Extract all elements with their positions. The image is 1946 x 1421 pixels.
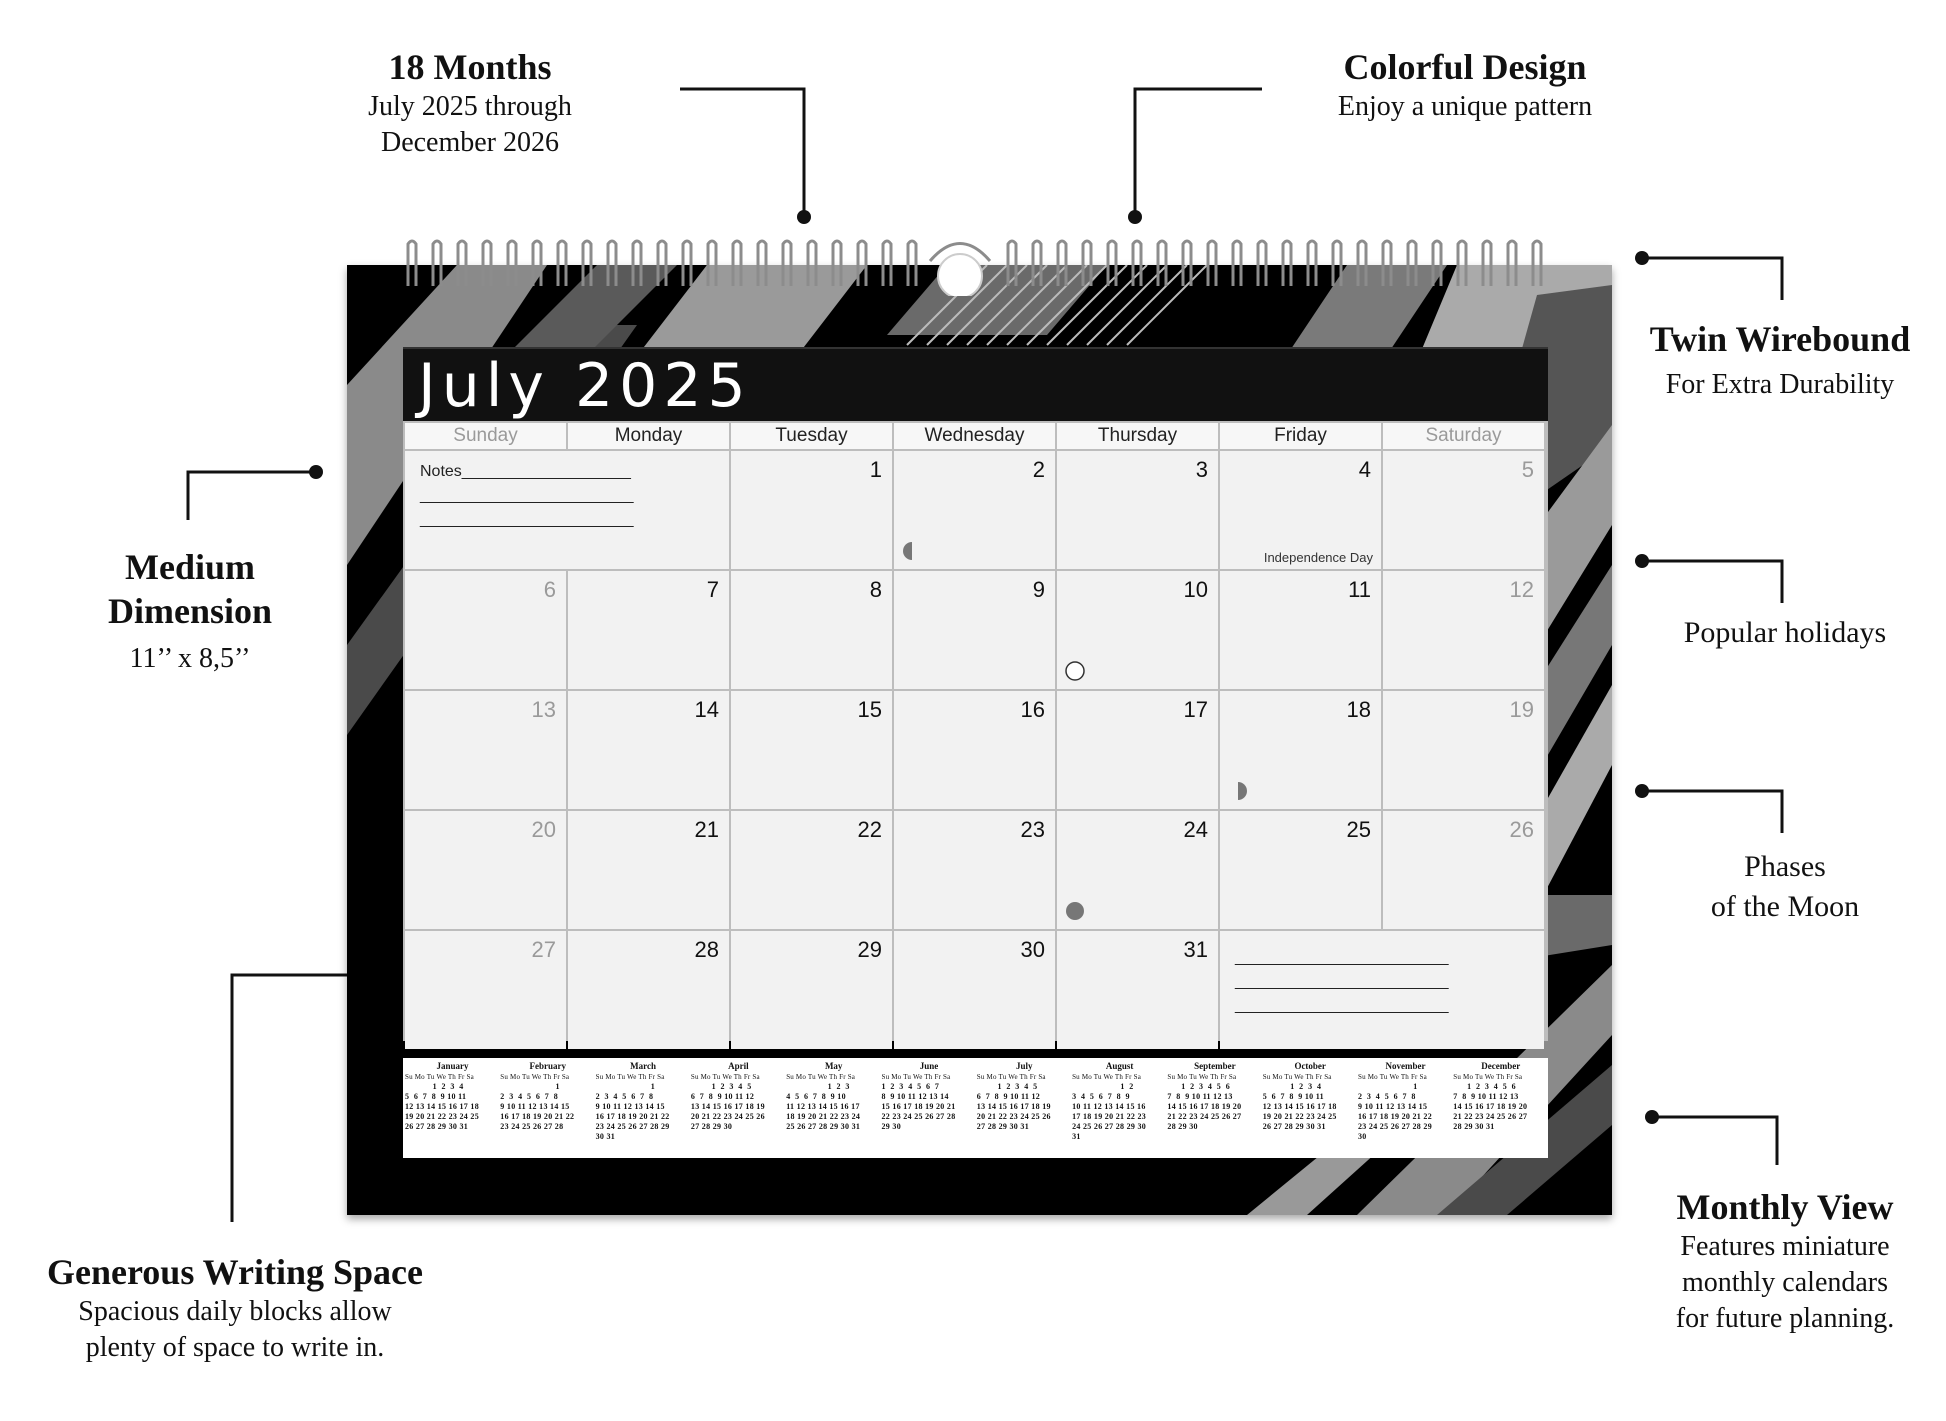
- callout-18-months: [330, 45, 610, 161]
- wire-ring: [1308, 241, 1316, 286]
- month-header: [403, 347, 1548, 423]
- mini-week-row: 22 23 24 25 26 27 28: [881, 1112, 956, 1121]
- mini-week-row: 7 8 9 10 11 12 13: [1167, 1092, 1233, 1101]
- day-cell[interactable]: [568, 811, 729, 929]
- moon-full-icon: [1065, 661, 1085, 681]
- mini-week-row: 28 29 30 31: [1453, 1122, 1495, 1131]
- mini-week-row: 25 26 27 28 29 30 31: [786, 1122, 861, 1131]
- wire-ring: [1133, 241, 1141, 286]
- mini-month-name: January: [436, 1061, 469, 1071]
- wire-ring: [758, 241, 766, 286]
- mini-week-row: 1 2 3 4: [405, 1082, 464, 1091]
- mini-weekday-header: Su Mo Tu We Th Fr Sa: [1453, 1073, 1523, 1081]
- mini-week-row: 1 2 3 4 5 6: [1453, 1082, 1516, 1091]
- callout-title: Generous Writing Space: [46, 1252, 424, 1292]
- wire-ring: [558, 241, 566, 286]
- mini-calendar: [977, 1060, 1072, 1156]
- holiday-label: Independence Day: [1263, 550, 1373, 565]
- day-cell[interactable]: [731, 451, 892, 569]
- day-number: 5: [1521, 457, 1534, 482]
- mini-week-row: 9 10 11 12 13 14 15: [1358, 1102, 1428, 1111]
- moon-new-icon: [1065, 901, 1085, 921]
- mini-week-row: 23 24 25 26 27 28 29: [1358, 1122, 1432, 1131]
- wire-ring: [408, 241, 416, 286]
- day-cell[interactable]: [1220, 691, 1381, 809]
- wire-ring: [733, 241, 741, 286]
- mini-week-row: 2 3 4 5 6 7 8: [595, 1092, 654, 1101]
- day-number: 31: [1183, 937, 1208, 962]
- mini-week-row: 26 27 28 29 30 31: [1262, 1122, 1326, 1131]
- mini-week-row: 19 20 21 22 23 24 25: [1262, 1112, 1337, 1121]
- mini-week-row: 13 14 15 16 17 18 19: [976, 1102, 1051, 1111]
- end-notes-cell[interactable]: [1220, 931, 1544, 1049]
- day-number: 20: [531, 817, 556, 842]
- mini-calendar: [1072, 1060, 1167, 1156]
- mini-month-name: October: [1294, 1061, 1326, 1071]
- day-cell[interactable]: [568, 931, 729, 1049]
- wire-ring: [1208, 241, 1216, 286]
- day-number: 10: [1183, 577, 1208, 602]
- day-number: 6: [543, 577, 556, 602]
- wire-ring: [1258, 241, 1266, 286]
- day-number: 1: [869, 457, 882, 482]
- mini-week-row: 24 25 26 27 28 29 30: [1072, 1122, 1147, 1131]
- mini-calendar: [500, 1060, 595, 1156]
- mini-weekday-header: Su Mo Tu We Th Fr Sa: [881, 1073, 951, 1081]
- weekday-sunday: Sunday: [405, 423, 566, 449]
- day-number: 27: [531, 937, 556, 962]
- mini-week-row: 10 11 12 13 14 15 16: [1072, 1102, 1146, 1111]
- weekday-thursday: Thursday: [1057, 423, 1218, 449]
- moon-last-quarter-icon: [1228, 781, 1248, 801]
- day-cell[interactable]: [405, 691, 566, 809]
- wire-ring: [433, 241, 441, 286]
- mini-calendar: [596, 1060, 691, 1156]
- day-cell[interactable]: [1383, 571, 1544, 689]
- mini-month-name: April: [728, 1061, 749, 1071]
- day-cell[interactable]: [1383, 451, 1544, 569]
- wire-ring: [683, 241, 691, 286]
- mini-week-row: 27 28 29 30: [690, 1122, 733, 1131]
- callout-text: Phases: [1744, 850, 1826, 883]
- mini-calendar: [691, 1060, 786, 1156]
- mini-week-row: 23 24 25 26 27 28 29: [595, 1122, 670, 1131]
- wire-ring: [1483, 241, 1491, 286]
- day-cell[interactable]: [731, 811, 892, 929]
- mini-week-row: 1 2 3 4 5 6: [1167, 1082, 1230, 1091]
- wire-ring: [1008, 241, 1016, 286]
- wire-ring: [858, 241, 866, 286]
- mini-week-row: 1 2 3 4: [1262, 1082, 1322, 1091]
- wire-ring: [1458, 241, 1466, 286]
- mini-week-row: 1: [595, 1082, 656, 1091]
- mini-week-row: 1 2 3 4 5 6 7: [881, 1082, 940, 1091]
- notes-line: ________________________: [420, 487, 634, 504]
- day-number: 30: [1020, 937, 1045, 962]
- leader-colorful: [1135, 89, 1262, 217]
- mini-week-row: 1 2 3 4 5: [976, 1082, 1038, 1091]
- wire-ring: [833, 241, 841, 286]
- callout-colorful-design: [1300, 45, 1630, 125]
- wire-ring: [1033, 241, 1041, 286]
- mini-month-name: March: [630, 1061, 656, 1071]
- wire-ring: [783, 241, 791, 286]
- leader-dimension: [188, 472, 316, 520]
- notes-cell[interactable]: [405, 451, 729, 569]
- callout-title: Dimension: [107, 591, 273, 631]
- wire-ring: [1433, 241, 1441, 286]
- wire-ring: [1083, 241, 1091, 286]
- mini-week-row: 31: [1072, 1132, 1081, 1141]
- day-number: 29: [857, 937, 882, 962]
- mini-week-row: 9 10 11 12 13 14 15: [595, 1102, 665, 1111]
- mini-week-row: 1 2 3 4 5: [690, 1082, 752, 1091]
- day-number: 8: [869, 577, 882, 602]
- mini-weekday-header: Su Mo Tu We Th Fr Sa: [595, 1073, 665, 1081]
- mini-week-row: 15 16 17 18 19 20 21: [881, 1102, 956, 1111]
- wire-ring: [883, 241, 891, 286]
- mini-week-row: 21 22 23 24 25 26 27: [1167, 1112, 1242, 1121]
- callout-title: Twin Wirebound: [1649, 319, 1911, 359]
- day-number: 24: [1183, 817, 1208, 842]
- mini-month-name: June: [919, 1061, 939, 1071]
- mini-week-row: 1 2 3: [786, 1082, 850, 1091]
- mini-calendar: [1167, 1060, 1262, 1156]
- mini-weekday-header: Su Mo Tu We Th Fr Sa: [500, 1073, 570, 1081]
- mini-week-row: 2 3 4 5 6 7 8: [500, 1092, 558, 1101]
- mini-week-row: 16 17 18 19 20 21 22: [500, 1112, 575, 1121]
- mini-week-row: 11 12 13 14 15 16 17: [786, 1102, 860, 1111]
- mini-week-row: 14 15 16 17 18 19 20: [1453, 1102, 1528, 1111]
- mini-month-name: September: [1194, 1061, 1236, 1071]
- mini-week-row: 30 31: [595, 1132, 616, 1141]
- month-grid: [403, 421, 1548, 1041]
- wire-ring: [1158, 241, 1166, 286]
- notes-label: Notes___________________: [420, 463, 631, 480]
- mini-month-name: July: [1016, 1061, 1033, 1071]
- mini-week-row: 2 3 4 5 6 7 8: [1358, 1092, 1416, 1101]
- day-number: 3: [1195, 457, 1208, 482]
- day-number: 12: [1509, 577, 1534, 602]
- mini-week-row: 28 29 30: [1167, 1122, 1198, 1131]
- weekday-header-row: [403, 421, 1548, 449]
- leader-moon: [1642, 791, 1782, 833]
- day-number: 14: [694, 697, 719, 722]
- mini-calendar: [405, 1060, 500, 1156]
- callout-title: Colorful Design: [1343, 47, 1587, 87]
- mini-week-row: 20 21 22 23 24 25 26: [690, 1112, 765, 1121]
- twin-wire-binding: [400, 236, 1560, 296]
- day-number: 25: [1346, 817, 1371, 842]
- day-cell[interactable]: [405, 811, 566, 929]
- wire-ring: [533, 241, 541, 286]
- wire-ring: [1383, 241, 1391, 286]
- mini-week-row: 9 10 11 12 13 14 15: [500, 1102, 570, 1111]
- callout-text: Enjoy a unique pattern: [1337, 91, 1593, 122]
- mini-weekday-header: Su Mo Tu We Th Fr Sa: [786, 1073, 856, 1081]
- leader-monthly: [1652, 1117, 1777, 1165]
- callout-text: Spacious daily blocks allow: [78, 1296, 392, 1327]
- mini-week-row: 20 21 22 23 24 25 26: [976, 1112, 1051, 1121]
- wire-ring: [708, 241, 716, 286]
- mini-week-row: 3 4 5 6 7 8 9: [1072, 1092, 1130, 1101]
- day-cell[interactable]: [731, 571, 892, 689]
- callout-text: for future planning.: [1675, 1303, 1895, 1334]
- callout-text: Features miniature: [1680, 1231, 1890, 1262]
- wire-ring: [1533, 241, 1541, 286]
- mini-calendar: [1263, 1060, 1358, 1156]
- day-cell[interactable]: [1057, 931, 1218, 1049]
- mini-weekday-header: Su Mo Tu We Th Fr Sa: [1262, 1073, 1332, 1081]
- mini-week-row: 29 30: [881, 1122, 901, 1131]
- callout-popular-holidays: [1640, 615, 1930, 651]
- weekday-monday: Monday: [568, 423, 729, 449]
- day-number: 13: [531, 697, 556, 722]
- day-cell[interactable]: [568, 571, 729, 689]
- wire-ring: [908, 241, 916, 286]
- mini-week-row: 6 7 8 9 10 11 12: [976, 1092, 1041, 1101]
- callout-text: December 2026: [380, 127, 560, 158]
- mini-calendar: [1358, 1060, 1453, 1156]
- wire-ring: [583, 241, 591, 286]
- notes-line: ________________________: [1235, 973, 1449, 990]
- mini-week-row: 1: [500, 1082, 560, 1091]
- day-number: 4: [1358, 457, 1371, 482]
- callout-moon-phases: [1650, 847, 1920, 927]
- wire-ring: [1333, 241, 1341, 286]
- callout-text: 11’’ x 8,5’’: [129, 643, 251, 674]
- moon-first-quarter-icon: [902, 541, 922, 561]
- day-number: 18: [1346, 697, 1371, 722]
- mini-week-row: 27 28 29 30 31: [976, 1122, 1029, 1131]
- month-title: July 2025: [418, 351, 752, 421]
- mini-week-row: 30: [1358, 1132, 1367, 1141]
- day-cell[interactable]: [405, 571, 566, 689]
- mini-month-name: November: [1385, 1061, 1426, 1071]
- callout-writing-space: [20, 1250, 450, 1366]
- wire-ring: [1058, 241, 1066, 286]
- callout-twin-wirebound: [1630, 317, 1930, 403]
- day-cell[interactable]: [1057, 451, 1218, 569]
- day-cell[interactable]: [1057, 691, 1218, 809]
- callout-monthly-view: [1640, 1185, 1930, 1337]
- day-number: 7: [706, 577, 719, 602]
- wire-ring: [633, 241, 641, 286]
- day-cell[interactable]: [894, 931, 1055, 1049]
- notes-line: ________________________: [1235, 949, 1449, 966]
- day-number: 11: [1348, 577, 1371, 602]
- mini-week-row: 12 13 14 15 16 17 18: [1262, 1102, 1337, 1111]
- wire-ring: [608, 241, 616, 286]
- mini-weekday-header: Su Mo Tu We Th Fr Sa: [976, 1073, 1046, 1081]
- day-number: 21: [694, 817, 719, 842]
- day-number: 28: [694, 937, 719, 962]
- day-cell[interactable]: [405, 931, 566, 1049]
- wire-ring: [1233, 241, 1241, 286]
- day-cell[interactable]: [1220, 811, 1381, 929]
- wire-ring: [1283, 241, 1291, 286]
- callout-text: of the Moon: [1710, 890, 1860, 923]
- day-number: 17: [1183, 697, 1208, 722]
- mini-week-row: 21 22 23 24 25 26 27: [1453, 1112, 1528, 1121]
- wire-ring: [1358, 241, 1366, 286]
- mini-weekday-header: Su Mo Tu We Th Fr Sa: [690, 1073, 760, 1081]
- callout-title: Medium: [125, 547, 255, 587]
- notes-line: ________________________: [1235, 997, 1449, 1014]
- day-number: 16: [1020, 697, 1045, 722]
- mini-week-row: 26 27 28 29 30 31: [405, 1122, 469, 1131]
- wire-ring: [1108, 241, 1116, 286]
- mini-week-row: 13 14 15 16 17 18 19: [690, 1102, 765, 1111]
- day-cell[interactable]: [1383, 691, 1544, 809]
- day-number: 22: [857, 817, 882, 842]
- day-number: 19: [1509, 697, 1534, 722]
- mini-calendar: [882, 1060, 977, 1156]
- callout-title: 18 Months: [388, 47, 552, 87]
- day-cell[interactable]: [1057, 811, 1218, 929]
- day-cell[interactable]: [894, 811, 1055, 929]
- day-cell[interactable]: [894, 451, 1055, 569]
- mini-week-row: 1 2: [1072, 1082, 1134, 1091]
- mini-week-row: 16 17 18 19 20 21 22: [595, 1112, 670, 1121]
- mini-week-row: 4 5 6 7 8 9 10: [786, 1092, 846, 1101]
- callout-text: Popular holidays: [1683, 616, 1887, 649]
- wire-ring: [483, 241, 491, 286]
- day-cell[interactable]: [894, 691, 1055, 809]
- callout-title: Monthly View: [1676, 1187, 1894, 1227]
- mini-week-row: 5 6 7 8 9 10 11: [1262, 1092, 1324, 1101]
- day-cell[interactable]: [731, 931, 892, 1049]
- notes-line: ________________________: [420, 511, 634, 528]
- callout-text: plenty of space to write in.: [85, 1332, 385, 1363]
- mini-week-row: 19 20 21 22 23 24 25: [405, 1112, 479, 1121]
- weekday-wednesday: Wednesday: [894, 423, 1055, 449]
- mini-week-row: 23 24 25 26 27 28: [500, 1122, 564, 1131]
- callout-text: monthly calendars: [1681, 1267, 1889, 1298]
- mini-week-row: 18 19 20 21 22 23 24: [786, 1112, 861, 1121]
- callout-medium-dimension: [80, 545, 300, 677]
- day-cell[interactable]: [1057, 571, 1218, 689]
- callout-text: For Extra Durability: [1665, 369, 1895, 400]
- day-number: 23: [1020, 817, 1045, 842]
- wire-ring: [1408, 241, 1416, 286]
- mini-week-row: 6 7 8 9 10 11 12: [690, 1092, 755, 1101]
- weekday-tuesday: Tuesday: [731, 423, 892, 449]
- mini-weekday-header: Su Mo Tu We Th Fr Sa: [1358, 1073, 1427, 1081]
- mini-weekday-header: Su Mo Tu We Th Fr Sa: [405, 1073, 474, 1081]
- mini-month-name: May: [824, 1061, 843, 1071]
- mini-week-row: 5 6 7 8 9 10 11: [405, 1092, 467, 1101]
- day-cell[interactable]: [894, 571, 1055, 689]
- wire-ring: [508, 241, 516, 286]
- mini-calendar: [1453, 1060, 1548, 1156]
- wire-ring: [1508, 241, 1516, 286]
- weekday-saturday: Saturday: [1383, 423, 1544, 449]
- day-number: 15: [857, 697, 882, 722]
- mini-month-name: February: [529, 1061, 567, 1071]
- wire-ring: [808, 241, 816, 286]
- mini-calendar: [786, 1060, 881, 1156]
- mini-week-row: 1: [1358, 1082, 1418, 1091]
- day-number: 9: [1032, 577, 1045, 602]
- day-cell[interactable]: [731, 691, 892, 809]
- mini-weekday-header: Su Mo Tu We Th Fr Sa: [1072, 1073, 1142, 1081]
- mini-week-row: 12 13 14 15 16 17 18: [405, 1102, 479, 1111]
- day-number: 2: [1032, 457, 1045, 482]
- mini-week-row: 7 8 9 10 11 12 13: [1453, 1092, 1519, 1101]
- day-cell[interactable]: [568, 691, 729, 809]
- day-number: 26: [1509, 817, 1534, 842]
- weekday-friday: Friday: [1220, 423, 1381, 449]
- day-cell[interactable]: [1220, 451, 1381, 569]
- wire-ring: [1183, 241, 1191, 286]
- mini-calendar-strip: [403, 1058, 1548, 1158]
- day-cell[interactable]: [1220, 571, 1381, 689]
- day-cell[interactable]: [1383, 811, 1544, 929]
- mini-week-row: 14 15 16 17 18 19 20: [1167, 1102, 1242, 1111]
- callout-text: July 2025 through: [368, 91, 572, 122]
- mini-month-name: August: [1105, 1061, 1134, 1071]
- mini-week-row: 8 9 10 11 12 13 14: [881, 1092, 949, 1101]
- mini-month-name: December: [1481, 1061, 1521, 1071]
- leader-wirebound: [1642, 258, 1782, 300]
- leader-holidays: [1642, 561, 1782, 603]
- wire-ring: [658, 241, 666, 286]
- hanger-notch: [938, 254, 982, 296]
- mini-week-row: 17 18 19 20 21 22 23: [1072, 1112, 1147, 1121]
- mini-weekday-header: Su Mo Tu We Th Fr Sa: [1167, 1073, 1237, 1081]
- leader-months: [680, 89, 804, 217]
- wire-ring: [458, 241, 466, 286]
- mini-week-row: 16 17 18 19 20 21 22: [1358, 1112, 1432, 1121]
